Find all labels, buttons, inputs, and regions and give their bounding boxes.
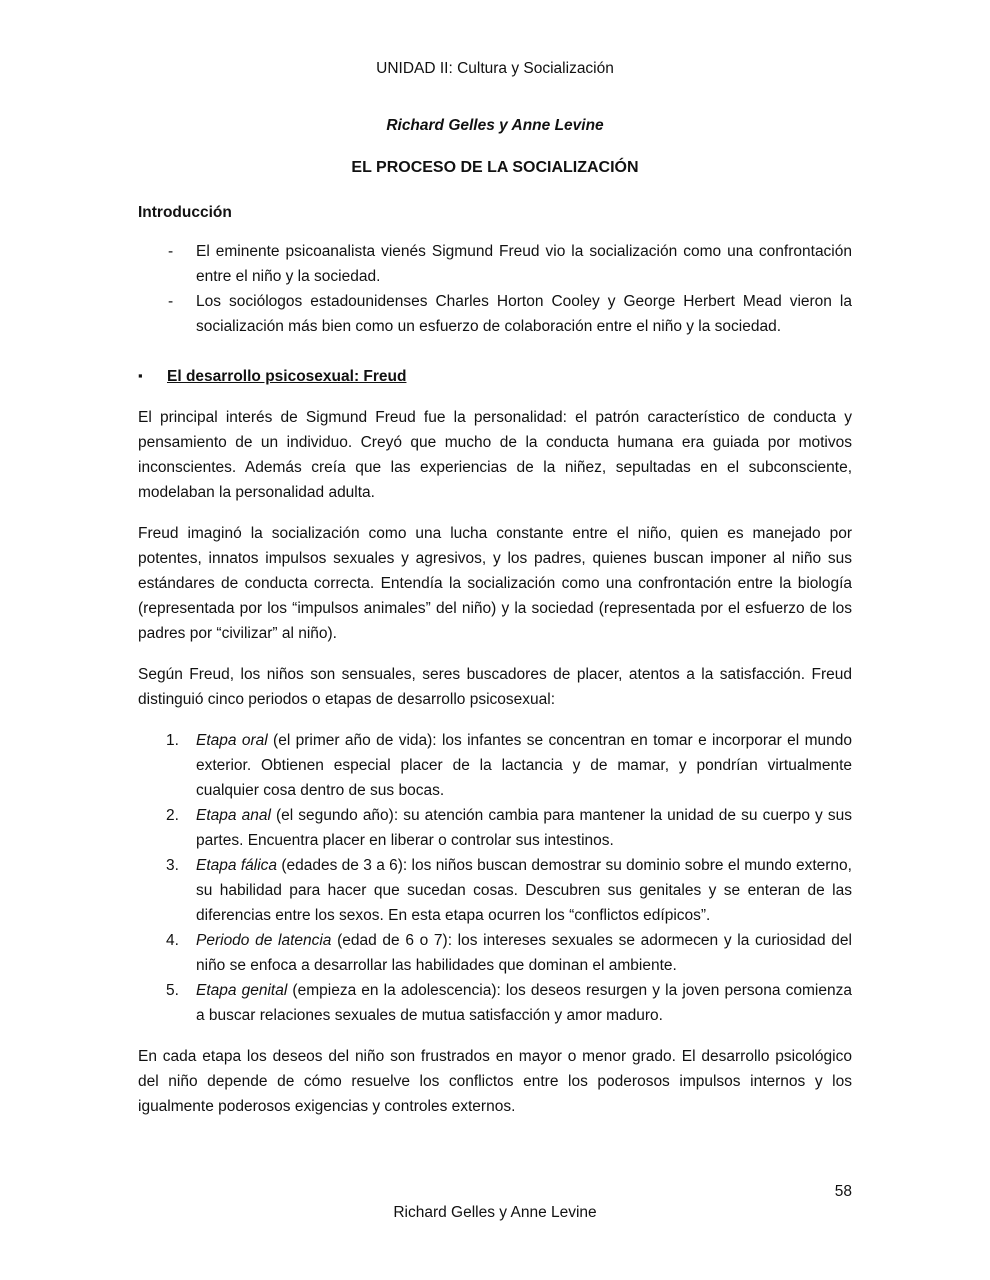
stage-text: (el segundo año): su atención cambia para mantener la unidad de su cuerpo y sus partes. Encuentra placer en liberar o controlar sus intestinos.	[196, 807, 852, 849]
running-head: UNIDAD II: Cultura y Socialización	[376, 60, 614, 77]
stage-name: Periodo de latencia	[196, 932, 332, 949]
stage-text: (edad de 6 o 7): los intereses sexuales se adormecen y la curiosidad del niño se enfoca a desarrollar las habilidades que dominan el ambiente.	[196, 932, 852, 974]
paragraph: El principal interés de Sigmund Freud fue la personalidad: el patrón característico de conducta y pensamiento de un individuo. Creyó que mucho de la conducta humana era guiada por motivos inconscientes. Además creía que las experiencias de la niñez, sepultadas en el subconsciente, modelaban la personalidad adulta.	[138, 409, 852, 501]
stage-text: (edades de 3 a 6): los niños buscan demostrar su dominio sobre el mundo externo, su habilidad para hacer que sucedan cosas. Descubren sus genitales y se enteran de las diferencias entre los sexos. En esta etapa ocurren los “conflictos edípicos”.	[196, 857, 852, 924]
list-number: 1.	[166, 732, 179, 749]
section-heading-text: El desarrollo psicosexual: Freud	[167, 368, 407, 385]
list-item-text: Los sociólogos estadounidenses Charles Horton Cooley y George Herbert Mead vieron la socialización más bien como un esfuerzo de colaboración entre el niño y la sociedad.	[196, 293, 852, 335]
stage-name: Etapa oral	[196, 732, 268, 749]
list-item-text: El eminente psicoanalista vienés Sigmund Freud vio la socialización como una confrontación entre el niño y la sociedad.	[196, 243, 852, 285]
author-line: Richard Gelles y Anne Levine	[386, 117, 604, 134]
footer-author: Richard Gelles y Anne Levine	[393, 1204, 597, 1221]
list-number: 4.	[166, 932, 179, 949]
list-item	[138, 928, 852, 978]
stage-text: (empieza en la adolescencia): los deseos resurgen y la joven persona comienza a buscar relaciones sexuales de mutua satisfacción y amor maduro.	[196, 982, 852, 1024]
list-number: 2.	[166, 807, 179, 824]
paragraph: Freud imaginó la socialización como una lucha constante entre el niño, quien es manejado por potentes, innatos impulsos sexuales y agresivos, y los padres, quienes buscan imponer al niño sus estándares de conducta correcta. Entendía la socialización como una confrontación entre la biología (representada por los “impulsos animales” del niño) y la sociedad (representada por el esfuerzo de los padres por “civilizar” al niño).	[138, 525, 852, 642]
stage-name: Etapa fálica	[196, 857, 278, 874]
page-title: EL PROCESO DE LA SOCIALIZACIÓN	[351, 159, 639, 176]
dash-mark: -	[168, 243, 174, 260]
list-item	[138, 803, 852, 853]
intro-heading: Introducción	[138, 204, 232, 221]
stage-name: Etapa anal	[196, 807, 271, 824]
stage-name: Etapa genital	[196, 982, 288, 999]
list-number: 5.	[166, 982, 179, 999]
intro-list	[138, 239, 852, 339]
list-item	[138, 853, 852, 928]
paragraph: Según Freud, los niños son sensuales, seres buscadores de placer, atentos a la satisfacción. Freud distinguió cinco periodos o etapas de desarrollo psicosexual:	[138, 666, 852, 708]
page-number: 58	[834, 1183, 852, 1200]
paragraph: En cada etapa los deseos del niño son frustrados en mayor o menor grado. El desarrollo psicológico del niño depende de cómo resuelve los conflictos entre los poderosos impulsos internos y los igualmente poderosos exigencias y controles externos.	[138, 1048, 852, 1115]
list-item	[138, 978, 852, 1028]
list-item	[138, 239, 852, 289]
stages-list	[138, 728, 852, 1028]
list-item	[138, 728, 852, 803]
list-item	[138, 289, 852, 339]
square-bullet-icon: ▪	[138, 368, 143, 383]
stage-text: (el primer año de vida): los infantes se concentran en tomar e incorporar el mundo exterior. Obtienen especial placer de la lactancia y de mamar, y pondrían virtualmente cualquier cosa dentro de sus bocas.	[196, 732, 852, 799]
dash-mark: -	[168, 293, 174, 310]
list-number: 3.	[166, 857, 179, 874]
